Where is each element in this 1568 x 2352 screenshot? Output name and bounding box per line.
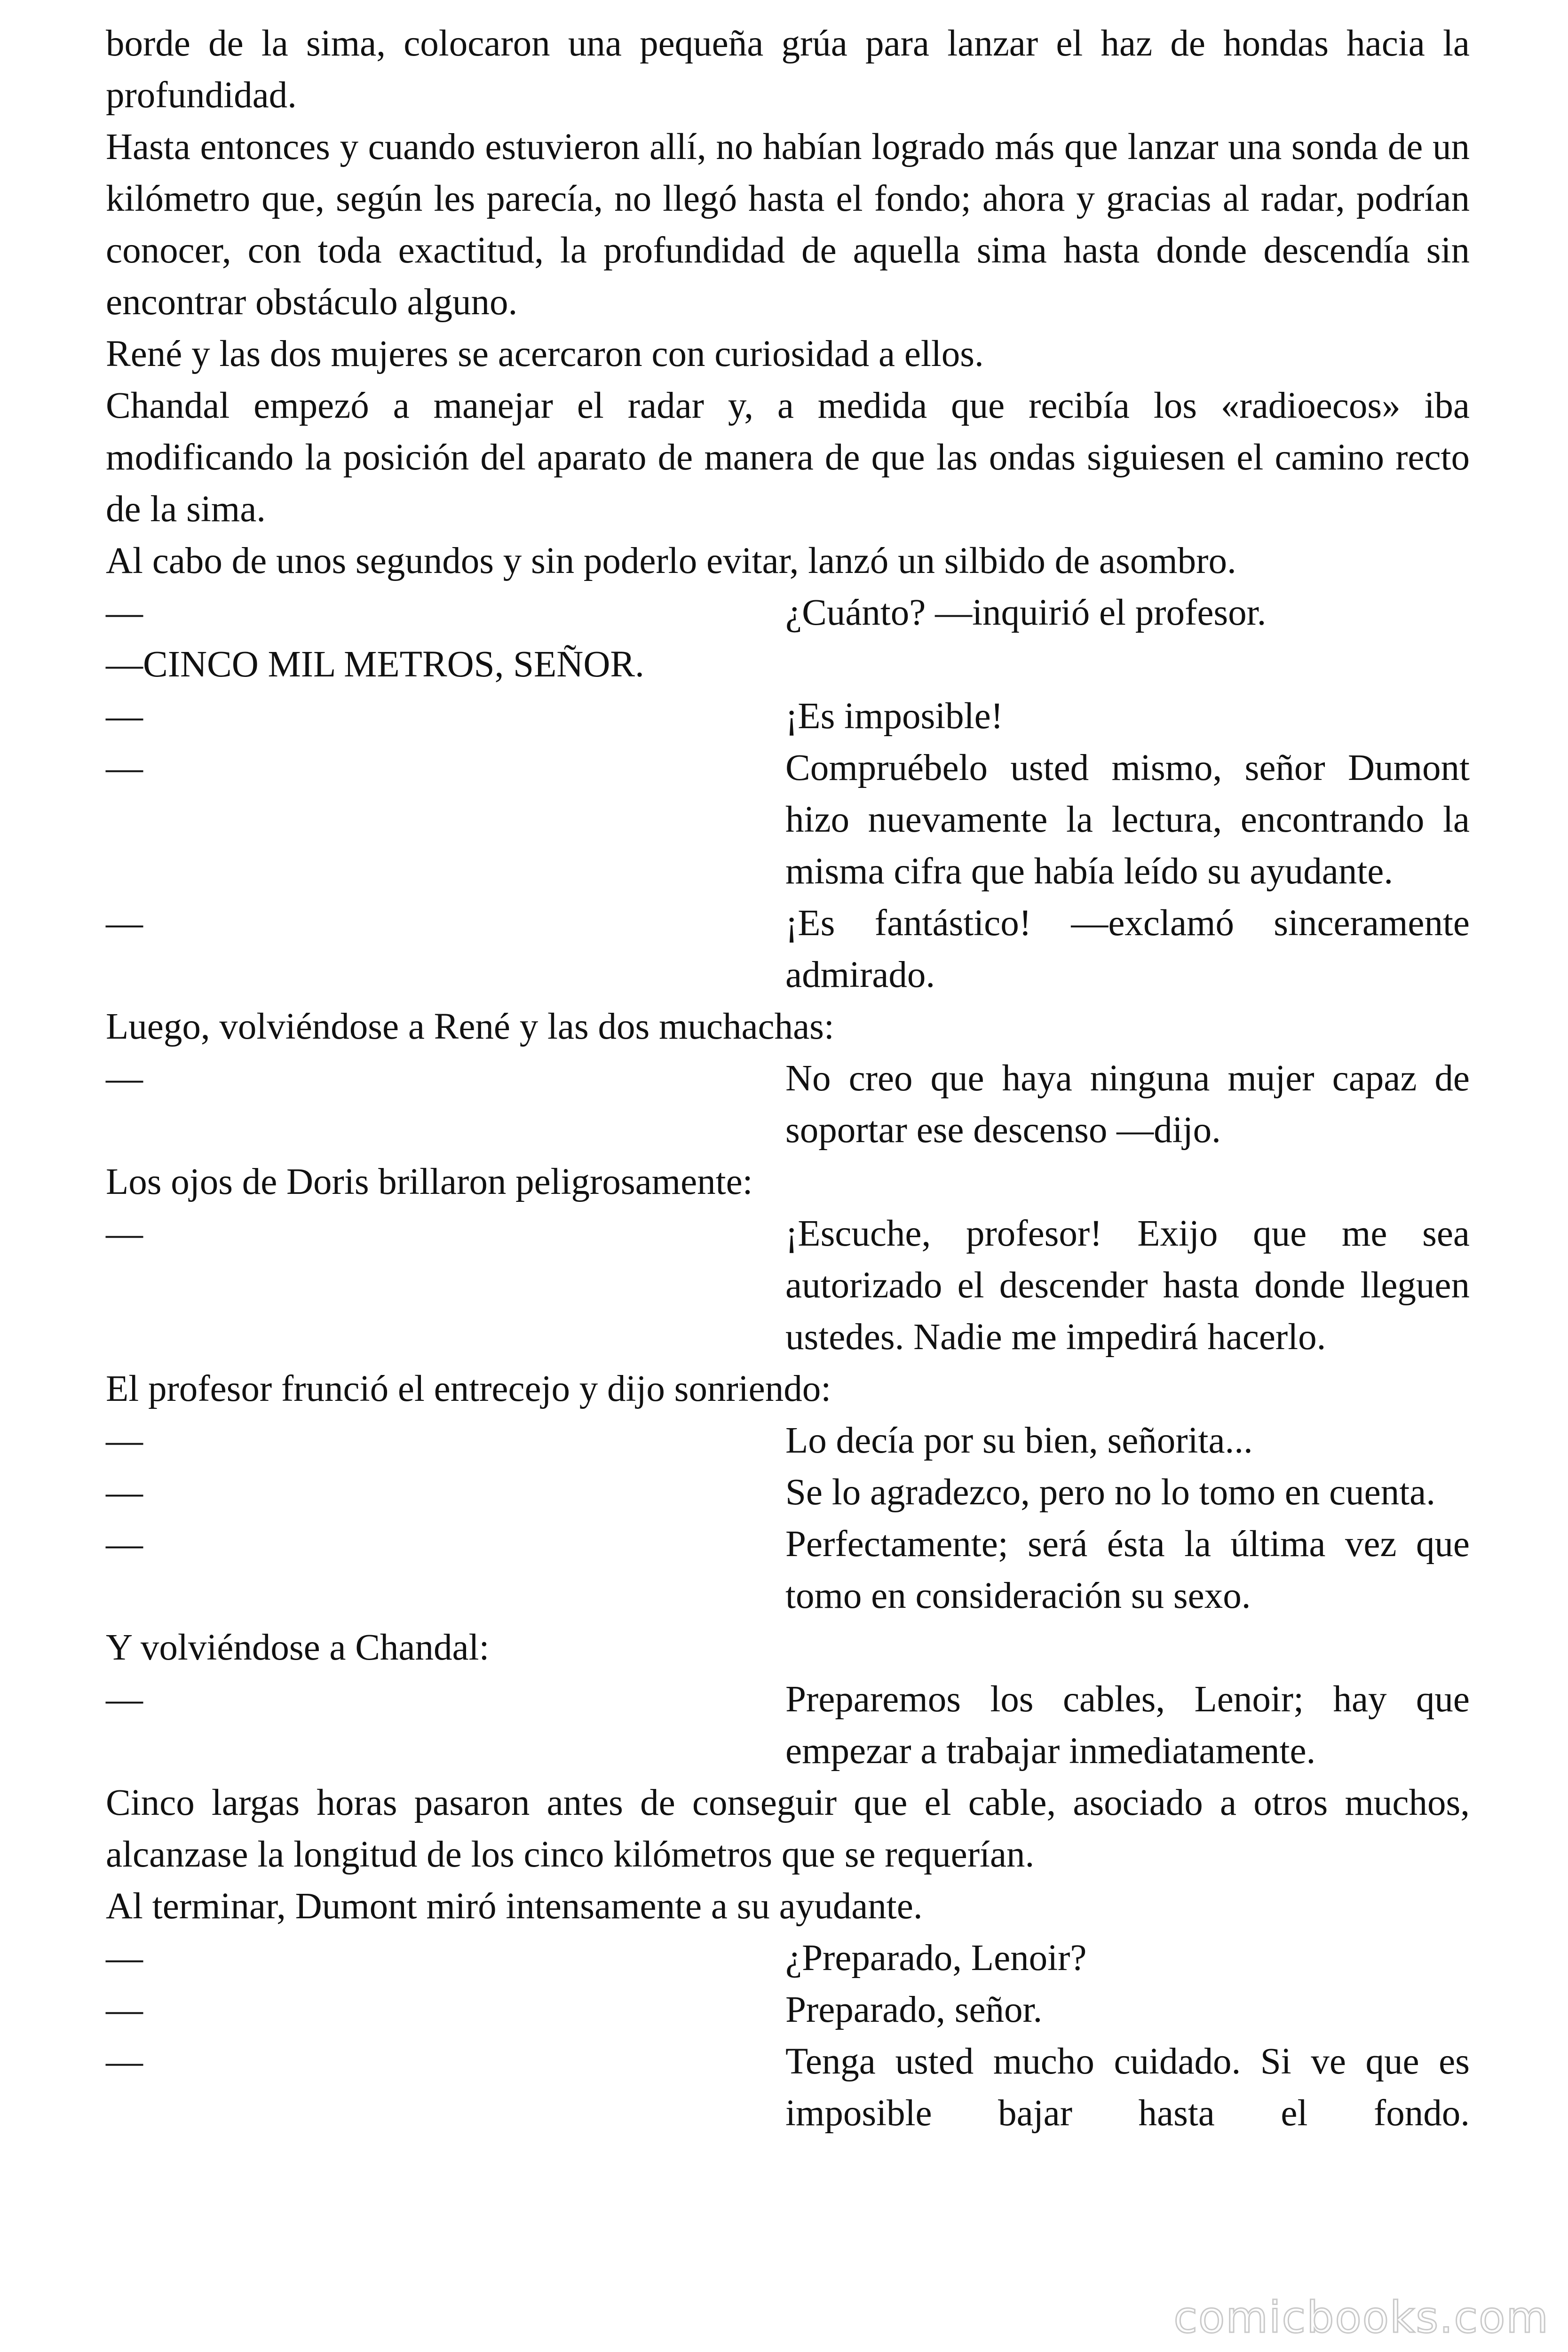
narrative-line: Luego, volviéndose a René y las dos muchachas: xyxy=(106,1006,834,1047)
dialogue-dash: — xyxy=(106,696,143,737)
dialogue-line xyxy=(106,1415,1470,1467)
dialogue-text: No creo que haya ninguna mujer capaz de soportar ese descenso —dijo. xyxy=(785,1058,1470,1151)
dialogue-text: Tenga usted mucho cuidado. Si ve que es imposible bajar hasta el fondo. xyxy=(785,2041,1470,2134)
dialogue-dash: — xyxy=(106,1989,143,2030)
narrative-line: Al terminar, Dumont miró intensamente a su ayudante. xyxy=(106,1886,923,1927)
dialogue-dash: — xyxy=(106,747,143,788)
dialogue-line xyxy=(106,2036,1470,2139)
dialogue-text: Lo decía por su bien, señorita... xyxy=(785,1420,1253,1461)
dialogue-line xyxy=(106,1518,1470,1622)
narrative-line: —CINCO MIL METROS, SEÑOR. xyxy=(106,644,644,685)
dialogue-text: Preparado, señor. xyxy=(785,1989,1043,2030)
dialogue-line xyxy=(106,691,1470,742)
dialogue-dash: — xyxy=(106,1213,143,1254)
dialogue-dash: — xyxy=(106,1524,143,1565)
dialogue-dash: — xyxy=(106,1938,143,1979)
dialogue-dash: — xyxy=(106,1058,143,1099)
body-paragraph: Cinco largas horas pasaron antes de conseguir que el cable, asociado a otros muchos, alcanzase la longitud de los cinco kilómetros que se requerían. xyxy=(106,1782,1470,1875)
dialogue-dash: — xyxy=(106,903,143,944)
dialogue-line xyxy=(106,898,1470,1001)
body-paragraph: Hasta entonces y cuando estuvieron allí, no habían logrado más que lanzar una sonda de un kilómetro que, según les parecía, no llegó hasta el fondo; ahora y gracias al radar, podrían conocer, con toda exactitud, la profundidad de aquella sima hasta donde descendía sin encontrar obstáculo alguno. xyxy=(106,127,1470,323)
dialogue-dash: — xyxy=(106,1679,143,1720)
dialogue-text: ¿Preparado, Lenoir? xyxy=(785,1938,1087,1979)
dialogue-text: ¡Escuche, profesor! Exijo que me sea autorizado el descender hasta donde lleguen ustedes. Nadie me impedirá hacerlo. xyxy=(785,1213,1470,1358)
dialogue-dash: — xyxy=(106,592,143,633)
body-paragraph: Chandal empezó a manejar el radar y, a medida que recibía los «radioecos» iba modificando la posición del aparato de manera de que las ondas siguiesen el camino recto de la sima. xyxy=(106,385,1470,530)
dialogue-text: Compruébelo usted mismo, señor Dumont hizo nuevamente la lectura, encontrando la misma cifra que había leído su ayudante. xyxy=(785,747,1470,892)
document-body xyxy=(106,18,1470,2139)
body-paragraph: borde de la sima, colocaron una pequeña grúa para lanzar el haz de hondas hacia la profundidad. xyxy=(106,23,1470,116)
dialogue-dash: — xyxy=(106,1472,143,1513)
dialogue-dash: — xyxy=(106,2041,143,2082)
dialogue-text: Perfectamente; será ésta la última vez que tomo en consideración su sexo. xyxy=(785,1524,1470,1616)
dialogue-text: ¡Es imposible! xyxy=(785,696,1003,737)
dialogue-text: Se lo agradezco, pero no lo tomo en cuenta. xyxy=(785,1472,1435,1513)
dialogue-text: ¿Cuánto? —inquirió el profesor. xyxy=(785,592,1267,633)
dialogue-dash: — xyxy=(106,1420,143,1461)
dialogue-text: ¡Es fantástico! —exclamó sinceramente admirado. xyxy=(785,903,1470,995)
dialogue-text: Preparemos los cables, Lenoir; hay que empezar a trabajar inmediatamente. xyxy=(785,1679,1470,1772)
dialogue-line xyxy=(106,1674,1470,1777)
dialogue-line xyxy=(106,1467,1470,1518)
dialogue-line xyxy=(106,1932,1470,1984)
narrative-line: René y las dos mujeres se acercaron con curiosidad a ellos. xyxy=(106,334,984,374)
dialogue-line xyxy=(106,1053,1470,1156)
dialogue-line xyxy=(106,1984,1470,2036)
dialogue-line xyxy=(106,1208,1470,1363)
narrative-line: Y volviéndose a Chandal: xyxy=(106,1627,490,1668)
narrative-line: Los ojos de Doris brillaron peligrosamente: xyxy=(106,1161,753,1202)
dialogue-line xyxy=(106,742,1470,898)
dialogue-line xyxy=(106,587,1470,639)
narrative-line: El profesor frunció el entrecejo y dijo sonriendo: xyxy=(106,1368,832,1409)
narrative-line: Al cabo de unos segundos y sin poderlo evitar, lanzó un silbido de asombro. xyxy=(106,540,1236,581)
watermark-logo: comicbooks.com xyxy=(1173,2292,1549,2343)
